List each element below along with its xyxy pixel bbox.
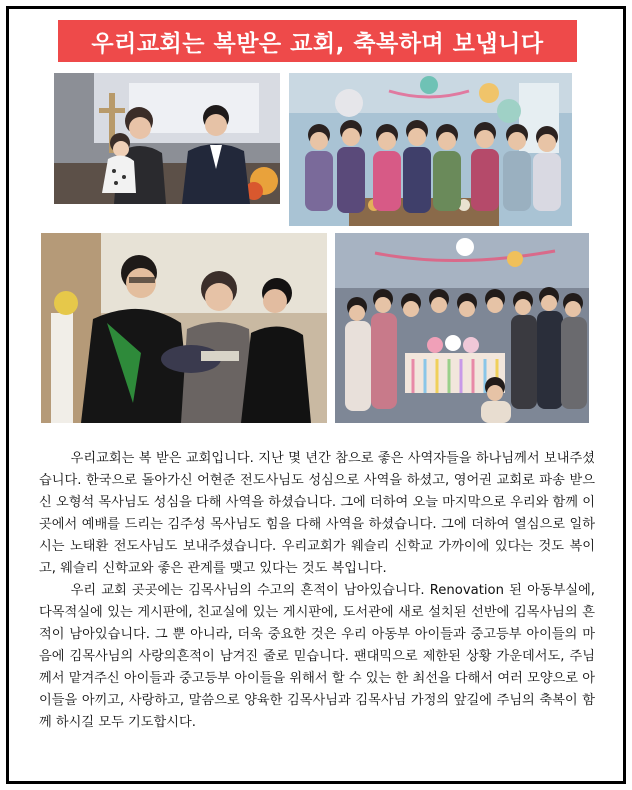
article-body xyxy=(39,448,595,734)
photo-baptism-icon xyxy=(41,233,327,423)
article-paragraph: 우리교회는 복 받은 교회입니다. 지난 몇 년간 참으로 좋은 사역자들을 하나님께서 보내주셨습니다. 한국으로 돌아가신 어현준 전도사님도 성심으로 사역을 하셨고, 영어권 교회로 파송 받으신 오형석 목사님도 성심을 다해 사역을 하셨습니다. 그에 더하여 오늘 마지막으로 우리와 함께 이곳에서 예배를 드리는 김주성 목사님도 힘을 다해 사역을 하셨습니다. 그에 더하여 열심으로 일하시는 노태환 전도사님도 보내주셨습니다. 우리교회가 웨슬리 신학교 가까이에 있다는 것도 복이고, 웨슬리 신학교와 좋은 관계를 맺고 있다는 것도 복입니다. xyxy=(39,451,595,576)
article-paragraph: 우리 교회 곳곳에는 김목사님의 수고의 흔적이 남아있습니다. Renovation 된 아동부실에, 다목적실에 있는 게시판에, 친교실에 있는 게시판에, 도서관에 새로 설치된 선반에 김목사님의 흔적이 남아있습니다. 그 뿐 아니라, 더욱 중요한 것은 우리 아동부 아이들과 중고등부 아이들의 마음에 김목사님의 사랑의흔적이 남겨진 줄로 믿습니다. 팬대믹으로 제한된 상황 가운데서도, 주님께서 맡겨주신 아이들과 중고등부 아이들을 위해서 할 수 있는 한 최선을 다해서 여러 모양으로 아이들을 아끼고, 사랑하고, 말씀으로 양육한 김목사님과 김목사님 가정의 앞길에 주님의 축복이 함께 하시길 모두 기도합시다. xyxy=(39,583,595,730)
page-title: 우리교회는 복받은 교회, 축복하며 보냅니다 xyxy=(58,20,577,62)
photo-party-group-icon xyxy=(289,73,572,226)
newsletter-page xyxy=(6,6,626,784)
photo-family-icon xyxy=(54,73,280,204)
photo-fellowship-group-icon xyxy=(335,233,589,423)
